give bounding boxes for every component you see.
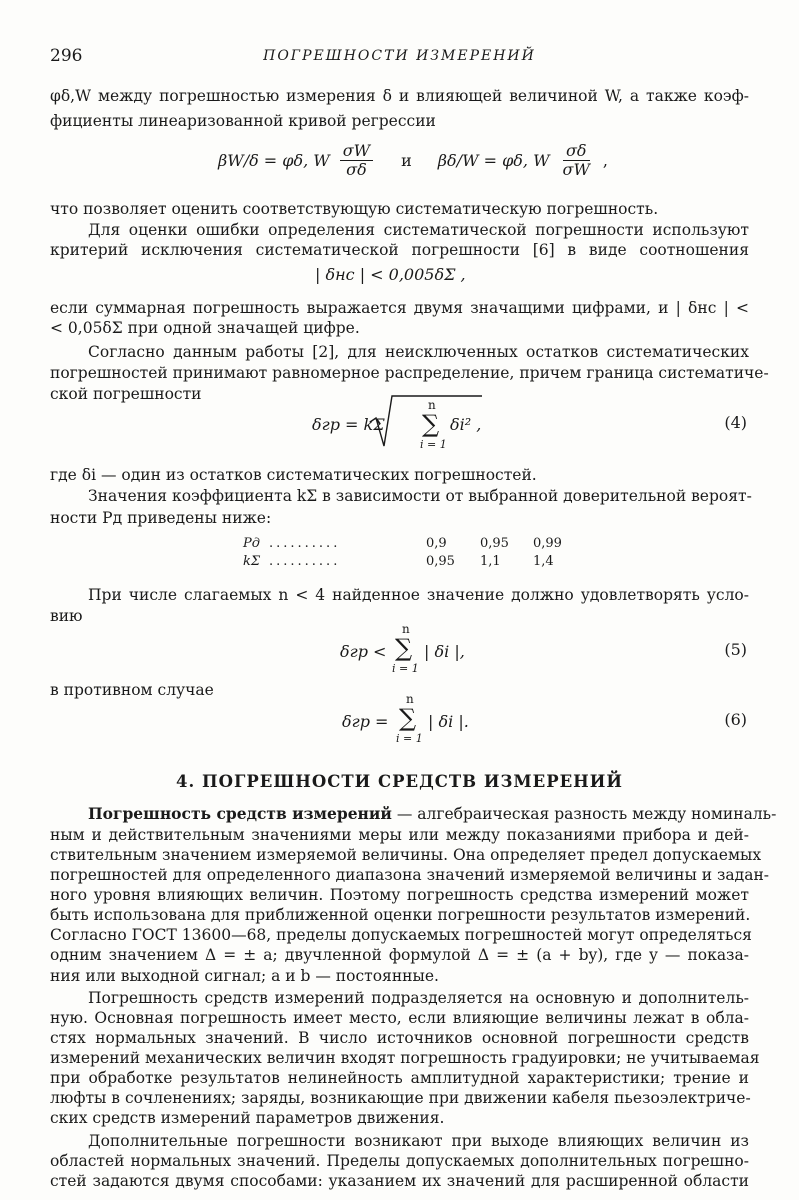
sum-sign-icon: ∑ bbox=[395, 634, 413, 662]
table-cell: 0,9 bbox=[426, 536, 447, 551]
text-line: люфты в сочленениях; заряды, возникающие при движении кабеля пьезоэлектриче- bbox=[50, 1089, 751, 1107]
text-line: погрешностей для определенного диапазона значений измеряемой величины и задан- bbox=[50, 866, 770, 884]
equation-beta-left: βW/δ = φδ, W bbox=[218, 151, 330, 170]
sum-upper-limit: n bbox=[406, 692, 414, 706]
table-cell: 1,1 bbox=[480, 554, 501, 569]
table-cell: 0,95 bbox=[480, 536, 509, 551]
text-line: ских средств измерений параметров движения. bbox=[50, 1109, 445, 1127]
running-title: ПОГРЕШНОСТИ ИЗМЕРЕНИЙ bbox=[263, 48, 536, 64]
text-line bbox=[88, 804, 777, 824]
equation-5-body: | δi |, bbox=[424, 642, 465, 661]
equation-6-lhs: δгр = bbox=[342, 712, 389, 731]
text-line: Для оценки ошибки определения систематической погрешности используют bbox=[88, 221, 749, 239]
sum-upper-limit: n bbox=[428, 398, 436, 412]
text-line: критерий исключения систематической погрешности [6] в виде соотношения bbox=[50, 241, 749, 259]
text-line: при обработке результатов нелинейность амплитудной характеристики; трение и bbox=[50, 1069, 749, 1087]
text-line: областей нормальных значений. Пределы допускаемых дополнительных погрешно- bbox=[50, 1152, 749, 1170]
equation-criterion: | δнс | < 0,005δΣ , bbox=[315, 265, 466, 284]
equation-beta-right: βδ/W = φδ, W bbox=[437, 151, 550, 170]
text-line: ную. Основная погрешность имеет место, если влияющие величины лежат в обла- bbox=[50, 1009, 749, 1027]
text-line: Значения коэффициента kΣ в зависимости от выбранной доверительной вероят- bbox=[88, 487, 752, 505]
sum-sign-icon: ∑ bbox=[422, 410, 440, 438]
text-line: одним значением Δ = ± a; двучленной формулой Δ = ± (a + by), где y — показа- bbox=[50, 946, 749, 964]
table-cell: 0,99 bbox=[533, 536, 562, 551]
text-line: Согласно ГОСТ 13600—68, пределы допускаемых погрешностей могут определяться bbox=[50, 926, 752, 944]
text-line: Дополнительные погрешности возникают при выходе влияющих величин из bbox=[88, 1132, 749, 1150]
text-line: При числе слагаемых n < 4 найденное значение должно удовлетворять усло- bbox=[88, 586, 749, 604]
table-leader-dots: .......... bbox=[269, 554, 341, 569]
coefficient-table bbox=[243, 536, 573, 576]
text-line: ской погрешности bbox=[50, 385, 202, 403]
defined-term: Погрешность средств измерений bbox=[88, 804, 392, 823]
sum-upper-limit: n bbox=[402, 622, 410, 636]
fraction-numerator: σδ bbox=[563, 142, 590, 161]
text-line: измерений механических величин входят погрешность градуировки; не учитываемая bbox=[50, 1049, 760, 1067]
text-line: < 0,05δΣ при одной значащей цифре. bbox=[50, 319, 360, 337]
equation-number: (6) bbox=[724, 710, 747, 729]
text-line: где δi — один из остатков систематических погрешностей. bbox=[50, 466, 537, 484]
text-line: ного уровня влияющих величин. Поэтому погрешность средства измерений может bbox=[50, 886, 749, 904]
fraction-numerator: σW bbox=[340, 142, 373, 161]
text-line: стей задаются двумя способами: указанием их значений для расширенной области bbox=[50, 1172, 749, 1190]
text-line: вию bbox=[50, 607, 83, 625]
table-row-label: kΣ bbox=[243, 554, 261, 569]
table-leader-dots: .......... bbox=[269, 536, 341, 551]
page-number: 296 bbox=[50, 46, 83, 66]
text-line: стях нормальных значений. В число источников основной погрешности средств bbox=[50, 1029, 749, 1047]
equation-4-body: δi² , bbox=[450, 415, 482, 434]
equation-5-lhs: δгр < bbox=[340, 642, 387, 661]
text-line: быть использована для приближенной оценки погрешности результатов измерений. bbox=[50, 906, 751, 924]
equation-6-body: | δi |. bbox=[428, 712, 469, 731]
fraction-denominator: σW bbox=[562, 160, 590, 179]
equation-4-lhs: δгр = kΣ bbox=[312, 415, 385, 434]
text-line: ствительным значением измеряемой величины. Она определяет предел допускаемых bbox=[50, 846, 762, 864]
fraction bbox=[340, 142, 373, 179]
text-line: Согласно данным работы [2], для неисключенных остатков систематических bbox=[88, 343, 749, 361]
fraction-denominator: σδ bbox=[346, 160, 367, 179]
sum-lower-limit: i = 1 bbox=[420, 438, 447, 451]
equation-conjunction: и bbox=[401, 151, 412, 170]
text-line: ния или выходной сигнал; a и b — постоянные. bbox=[50, 967, 439, 985]
text-line: в противном случае bbox=[50, 681, 214, 699]
text-line: ным и действительным значениями меры или между показаниями прибора и дей- bbox=[50, 826, 749, 844]
equation-number: (5) bbox=[724, 640, 747, 659]
equation-punctuation: , bbox=[602, 151, 609, 170]
sum-lower-limit: i = 1 bbox=[392, 662, 419, 675]
text-line: фициенты линеаризованной кривой регрессии bbox=[50, 112, 436, 130]
text-line: Погрешность средств измерений подразделяется на основную и дополнитель- bbox=[88, 989, 749, 1007]
text-line: если суммарная погрешность выражается двумя значащими цифрами, и | δнс | < bbox=[50, 299, 749, 317]
table-row-label: Pд bbox=[243, 536, 260, 551]
text-line: ности Pд приведены ниже: bbox=[50, 509, 272, 527]
text-fragment: — алгебраическая разность между номиналь- bbox=[391, 805, 777, 823]
sum-lower-limit: i = 1 bbox=[396, 732, 423, 745]
fraction bbox=[560, 142, 593, 179]
equation-number: (4) bbox=[724, 413, 747, 432]
text-line: погрешностей принимают равномерное распределение, причем граница систематиче- bbox=[50, 364, 769, 382]
table-cell: 1,4 bbox=[533, 554, 554, 569]
equation-beta bbox=[218, 142, 608, 179]
section-heading: 4. ПОГРЕШНОСТИ СРЕДСТВ ИЗМЕРЕНИЙ bbox=[176, 772, 623, 791]
sum-sign-icon: ∑ bbox=[399, 704, 417, 732]
text-line: φδ,W между погрешностью измерения δ и влияющей величиной W, а также коэф- bbox=[50, 87, 749, 105]
table-cell: 0,95 bbox=[426, 554, 455, 569]
text-line: что позволяет оценить соответствующую систематическую погрешность. bbox=[50, 200, 659, 218]
